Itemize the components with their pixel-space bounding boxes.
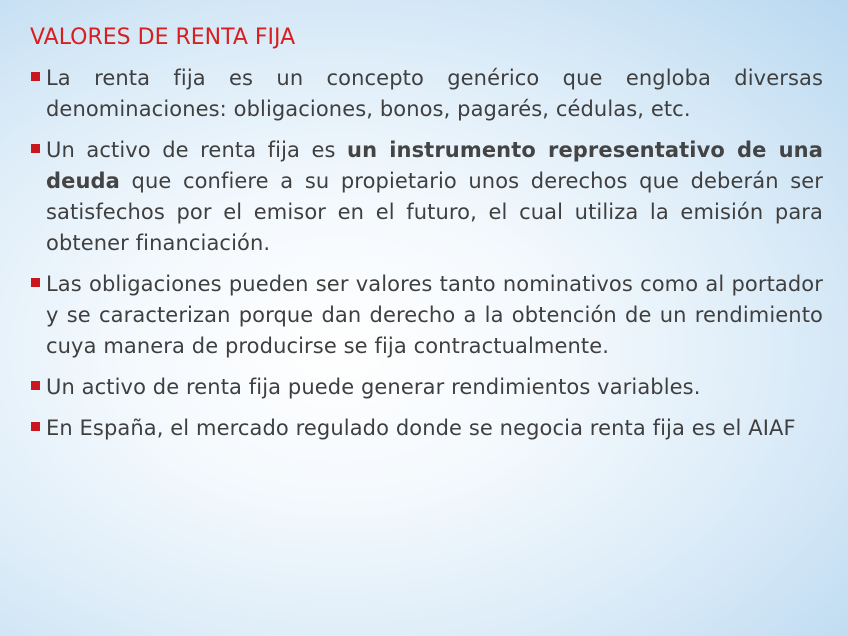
bullet-text: Un activo de renta fija puede generar rendimientos variables. <box>46 375 701 399</box>
bullet-square-icon <box>31 422 40 431</box>
bullet-text: En España, el mercado regulado donde se negocia renta fija es el AIAF <box>46 416 796 440</box>
bullet-square-icon <box>31 278 40 287</box>
bullet-text: Las obligaciones pueden ser valores tanto nominativos como al portador y se caracterizan porque dan derecho a la obtención de un rendimiento cuya manera de producirse se fija contractualmente. <box>46 272 823 358</box>
bullet-square-icon <box>31 72 40 81</box>
bullet-text-prefix: Un activo de renta fija es <box>46 138 348 162</box>
bullet-square-icon <box>31 144 40 153</box>
bullet-text: La renta fija es un concepto genérico que engloba diversas denominaciones: obligaciones, bonos, pagarés, cédulas, etc. <box>46 66 823 121</box>
bullet-item <box>30 269 823 362</box>
bullet-item <box>30 135 823 259</box>
bullet-text-suffix: que confiere a su propietario unos derechos que deberán ser satisfechos por el emisor en el futuro, el cual utiliza la emisión para obtener financiación. <box>46 169 823 255</box>
bullet-item <box>30 63 823 125</box>
bullet-list <box>30 63 823 444</box>
bullet-item <box>30 372 823 403</box>
slide-title: VALORES DE RENTA FIJA <box>30 25 296 50</box>
bullet-text-bold: un instrumento representativo de una deuda <box>46 138 823 193</box>
bullet-item <box>30 413 823 444</box>
bullet-square-icon <box>31 381 40 390</box>
